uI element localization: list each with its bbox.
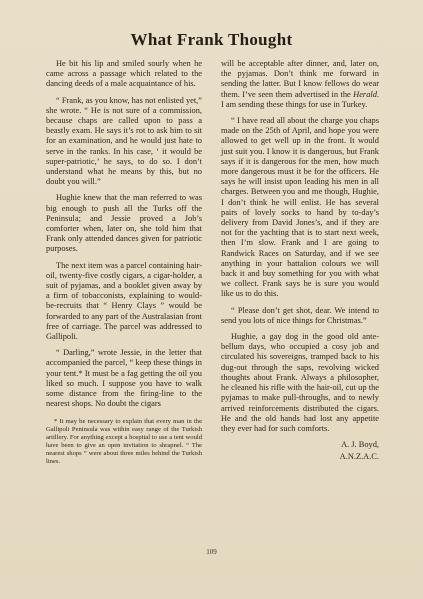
paragraph: Hughie, a gay dog in the good old ante-bellum days, who occupied a cosy job and circulated his sovereigns, tramped back to his dug-out through the saps, revolving wicked thoughts about Frank. Always a philosopher, he cleaned his rifle with the hair-oil, cut up the pyjamas to make pull-throughs, and to newly arrived reinforcements distributed the cigars. He and the old hands had lost any appetite they ever had for such comforts. (221, 332, 379, 433)
newspaper-name: Herald (353, 89, 377, 99)
paragraph: The next item was a parcel containing hair-oil, twenty-five costly cigars, a cigar-holder, a suit of pyjamas, and a booklet given away by a firm of tobacconists, explaining to would-be-recruits that “ Henry Clays ” would be forwarded to any part of the Australasian front free of carriage. The parcel was addressed to Gallipoli. (46, 260, 202, 342)
paragraph-text: . I am sending these things for use in Turkey. (221, 89, 379, 109)
paragraph (221, 59, 379, 110)
page-title: What Frank Thought (130, 30, 293, 49)
right-column (221, 59, 379, 463)
paragraph-text: will be acceptable after dinner, and, later on, the pyjamas. Don’t think me forward in sending the latter. But I know fellows do wear them. I’ve seen them advertised in the (221, 59, 379, 99)
author-signature: A. J. Boyd, (341, 440, 379, 450)
author-unit: A.N.Z.A.C. (339, 452, 379, 462)
footnote: * It may be necessary to explain that every man in the Gallipoli Peninsula was within easy range of the Turkish artillery. For anything except a hospital to use a tent would have been to give an open invitation to shrapnel. “ The nearest shops ” were about three miles behind the Turkish lines. (46, 417, 202, 465)
paragraph: “ Frank, as you know, has not enlisted yet,” she wrote. “ He is not sure of a commission, because chaps are called upon to pass a beastly exam. He says it’s rot to ask him to sit for an examination, and he would just hate to serve in the ranks. In his case, ‘ it would be super-patriotic,’ he says, to do so. I don’t understand what he means by this, but no doubt you will.” (46, 95, 202, 187)
paragraph: Hughie knew that the man referred to was big enough to push all the Turks off the Peninsula; and Jessie proved a Job’s comforter when, later on, she told him that Frank only attended dances given for patriotic purposes. (46, 193, 202, 254)
paragraph: He bit his lip and smiled sourly when he came across a passage which related to the dancing deeds of a male acquaintance of his. (46, 59, 202, 89)
page-number: 109 (206, 548, 217, 556)
left-column (46, 59, 202, 466)
paragraph: “ Darling,” wrote Jessie, in the letter that accompanied the parcel, “ keep these things in your tent.* It must be a fag getting the oil you liked so much. I suppose you have to walk some distance from the firing-line to the nearest shops. No doubt the cigars (46, 348, 202, 409)
paragraph: “ Please don’t get shot, dear. We intend to send you lots of nice things for Christmas.” (221, 305, 379, 325)
paragraph: “ I have read all about the charge you chaps made on the 25th of April, and hope you were allowed to get well up in the front. It would just suit you. I know it is dangerous, but Frank says if it is dangerous for the men, how much more dangerous must it be for the officers. He says he will insist upon leading his men in all charges. Between you and me though, Hughie, I don’t think he will enlist. He has several pairs of lovely socks to hand by to-day’s delivery from David Jones’s, and if they are not for the yachting that is to start next week, then I’m slow. Frank and I are going to Randwick Races on Saturday, and if we see anything in your battalion colours we will back it and buy something for you with what we collect. Frank says he is sure you would like us to do this. (221, 116, 379, 299)
